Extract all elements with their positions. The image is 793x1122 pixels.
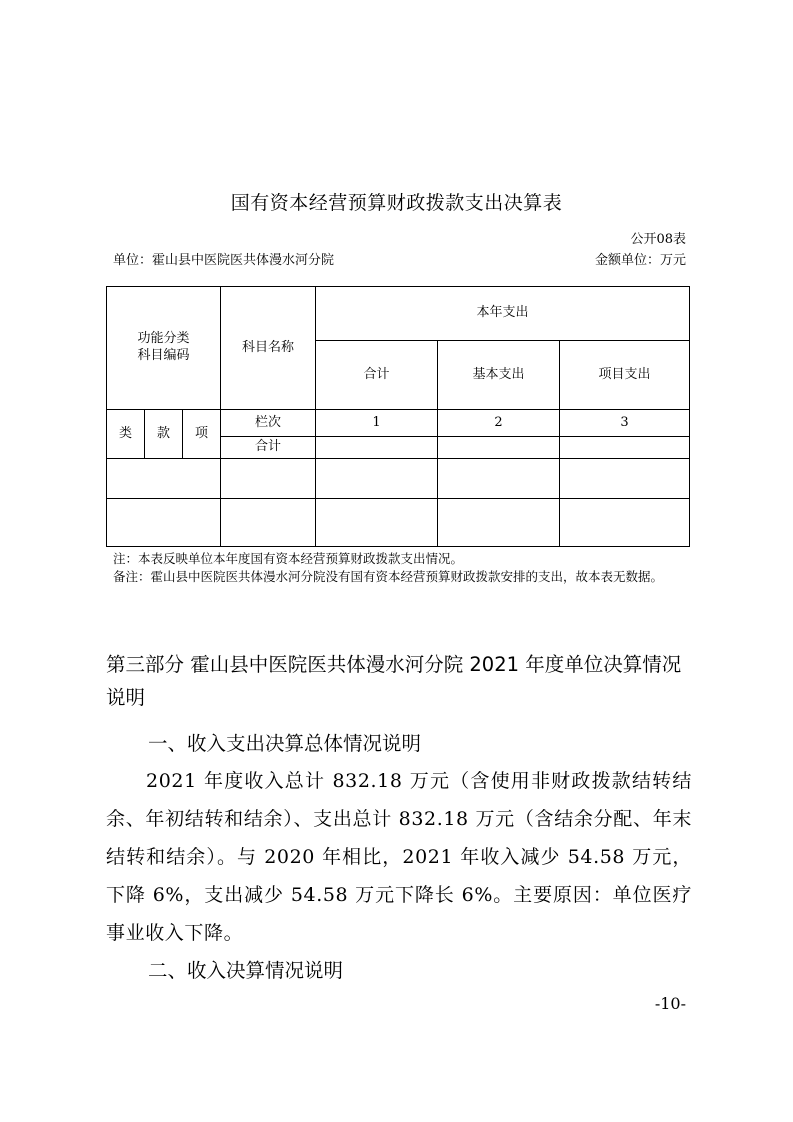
table-cell [438,459,560,499]
money-unit-label: 金额单位：万元 [594,253,686,268]
col-total-header: 合计 [316,341,438,410]
table-remark: 备注：霍山县中医院医共体漫水河分院没有国有资本经营预算财政拨款安排的支出，故本表无数据。 [113,569,664,584]
class-label: 类 [107,410,145,459]
unit-label: 单位：霍山县中医院医共体漫水河分院 [113,253,335,268]
table-cell [560,499,690,547]
func-code-header [107,287,221,410]
table-cell [438,499,560,547]
col-index-1: 1 [316,410,438,437]
table-title: 国有资本经营预算财政拨款支出决算表 [230,192,563,214]
table-cell [107,499,221,547]
heading-income-expense-overview: 一、收入支出决算总体情况说明 [148,732,422,755]
table-cell [316,459,438,499]
col-project-header: 项目支出 [560,341,690,410]
total-row-label: 合计 [221,437,316,459]
col-index-3: 3 [560,410,690,437]
col-index-label: 栏次 [221,410,316,437]
table-cell [316,437,438,459]
section-title: 第三部分 霍山县中医院医共体漫水河分院 2021 年度单位决算情况说明 [106,653,682,709]
year-expense-header: 本年支出 [316,287,690,341]
table-cell [221,499,316,547]
table-cell [560,437,690,459]
table-row [107,459,690,499]
func-code-header-line1: 功能分类 [137,331,190,347]
func-code-header-line2: 科目编码 [137,348,190,363]
table-note: 注：本表反映单位本年度国有资本经营预算财政拨款支出情况。 [113,551,464,566]
table-cell [316,499,438,547]
table-cell [560,459,690,499]
table-row [107,499,690,547]
table-cell [221,459,316,499]
col-basic-header: 基本支出 [438,341,560,410]
overview-paragraph: 2021 年度收入总计 832.18 万元（含使用非财政拨款结转结余、年初结转和结余）、支出总计 832.18 万元（含结余分配、年末结转和结余）。与 2020 年相比，2021 年收入减少 54.58 万元，下降 6%，支出减少 54.58 万元下降长 6%。主要原因：单位医疗事业收入下降。 [106,770,692,944]
col-index-2: 2 [438,410,560,437]
table-cell [438,437,560,459]
page-number: -10- [654,994,686,1013]
subject-name-header: 科目名称 [221,287,316,410]
table-cell [107,459,221,499]
kuan-label: 款 [145,410,183,459]
expense-table [106,286,690,547]
heading-income-details: 二、收入决算情况说明 [148,959,344,982]
form-number: 公开08表 [630,232,686,247]
xiang-label: 项 [183,410,221,459]
